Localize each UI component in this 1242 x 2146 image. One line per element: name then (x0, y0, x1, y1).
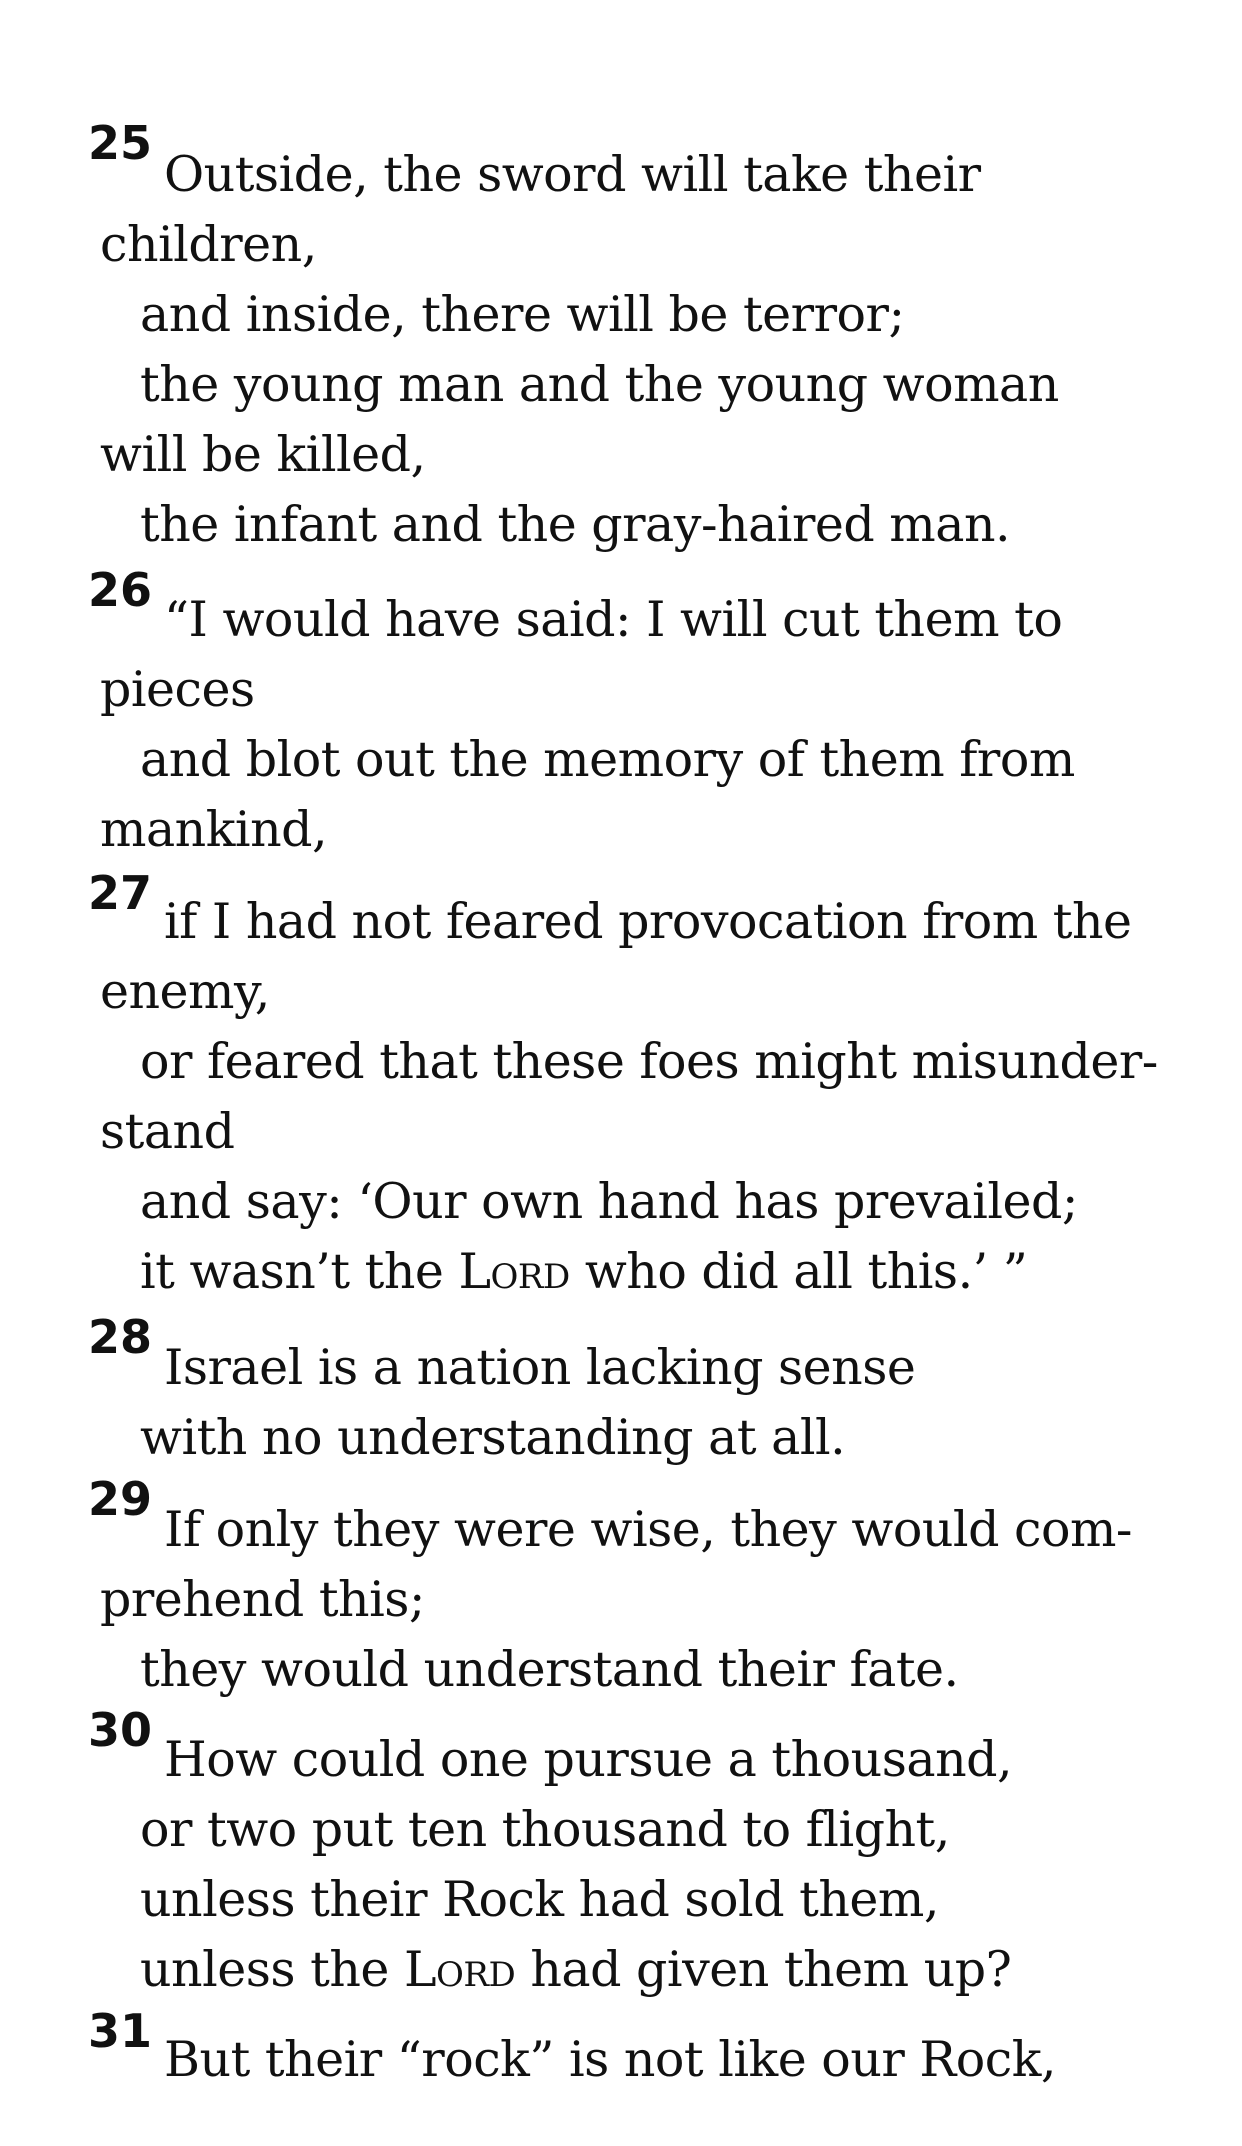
verse-line: If only they were wise, they would com- (164, 1501, 1132, 1558)
verse-line: Israel is a nation lacking sense (164, 1339, 916, 1396)
verse-number: 28 (88, 1310, 153, 1364)
verse-line: “I would have said: I will cut them to (164, 591, 1063, 648)
verse-number: 26 (88, 563, 153, 617)
verse-line: Outside, the sword will take their (164, 146, 981, 203)
verse-line: the infant and the gray-haired man. (140, 496, 1011, 553)
verse-line: mankind, (100, 801, 328, 858)
verse-line: prehend this; (100, 1571, 425, 1628)
verse-line: or two put ten thousand to flight, (140, 1801, 950, 1858)
verse-line: pieces (100, 661, 255, 718)
verse-line: the young man and the young woman (140, 356, 1059, 413)
verse-line: and inside, there will be terror; (140, 286, 905, 343)
verse-number: 27 (88, 866, 153, 920)
verse-line: But their “rock” is not like our Rock, (164, 2031, 1056, 2088)
verse-line: they would understand their fate. (140, 1641, 959, 1698)
verse-line: will be killed, (100, 426, 426, 483)
verse-number: 30 (88, 1703, 153, 1757)
verse-line: and blot out the memory of them from (140, 731, 1075, 788)
verse-line: unless the Lord had given them up? (140, 1941, 1012, 1998)
verse-line: children, (100, 216, 317, 273)
verse-line: unless their Rock had sold them, (140, 1871, 939, 1928)
verse-line: or feared that these foes might misunder- (140, 1033, 1158, 1090)
verse-line: How could one pursue a thousand, (164, 1731, 1013, 1788)
verse-line: enemy, (100, 963, 270, 1020)
verse-line: if I had not feared provocation from the (164, 893, 1132, 950)
verse-line: and say: ‘Our own hand has prevailed; (140, 1173, 1078, 1230)
verse-line: with no understanding at all. (140, 1409, 846, 1466)
verse-line: it wasn’t the Lord who did all this.’ ” (140, 1243, 1028, 1300)
verse-line: stand (100, 1103, 235, 1160)
verse-number: 31 (88, 2004, 153, 2058)
verse-number: 25 (88, 116, 153, 170)
verse-number: 29 (88, 1472, 153, 1526)
